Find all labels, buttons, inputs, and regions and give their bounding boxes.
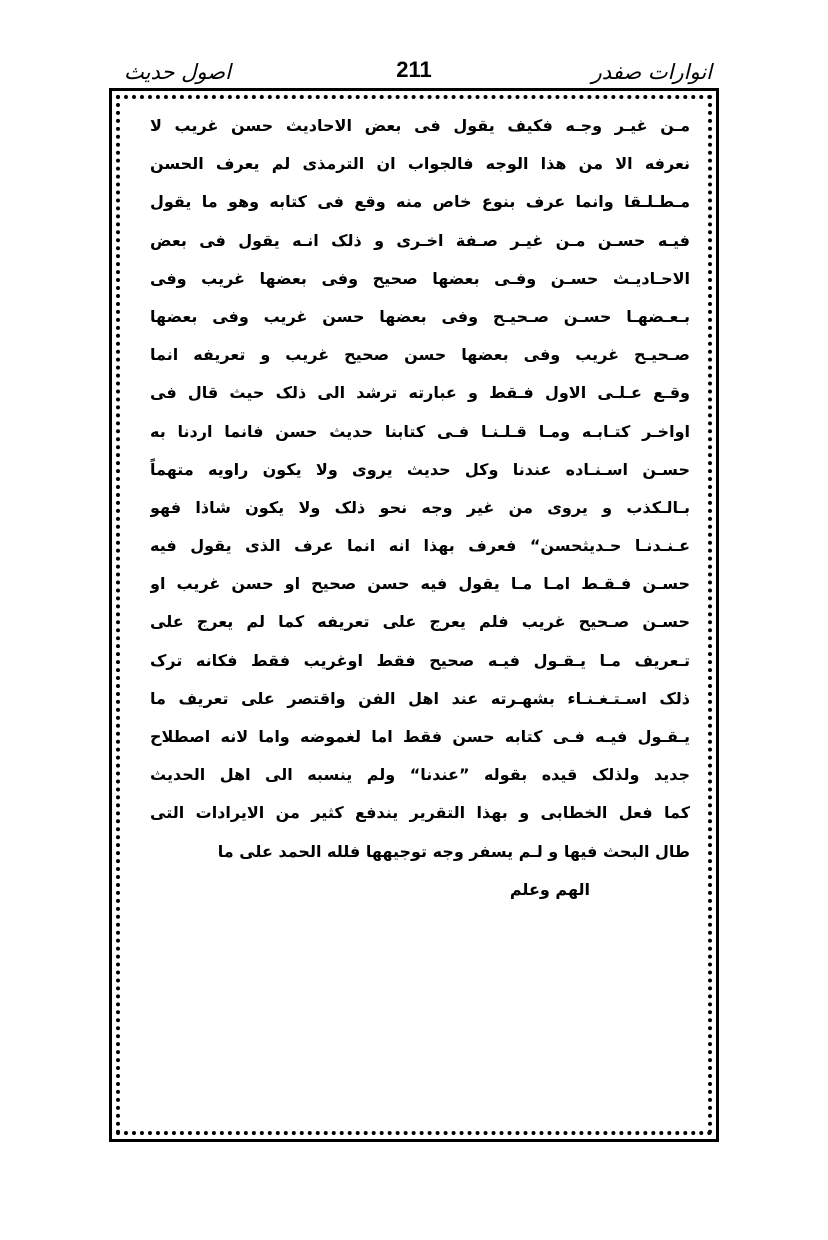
text-line: كما فعل الخطابى و بهذا التقرير يندفع كثير من الايرادات التى [150, 803, 690, 823]
text-line: صـحيـح غريب وفى بعضها حسن صحيح غريب و تعريفه انما [150, 345, 690, 365]
header-book-title: انوارات صفدر [591, 60, 712, 84]
text-line: يـقـول فيـه فـى كتابه حسن فقط اما لغموضه واما لانه اصطلاح [150, 727, 690, 746]
text-line: بـعـضهـا حسـن صـحيـح وفى بعضها حسن غريب وفى بعضها [150, 306, 690, 326]
text-line: بـالـكذب و يروى من غير وجه نحو ذلک ولا يكون شاذا فهو [150, 497, 690, 517]
page-number: 211 [396, 57, 432, 82]
text-line: حسـن اسـنـاده عندنا وكل حديث يروى ولا يكون راويه متهماً [150, 459, 690, 479]
text-line: مـن غيـر وجـه فكيف يقول فى بعض الاحاديث حسن غريب لا [150, 116, 690, 135]
text-line: عـنـدنـا حـديثحسن“ فعرف بهذا انه انما عرف الذى يقول فيه [150, 536, 690, 556]
header-section-title: اصول حدیث [124, 60, 231, 84]
text-line: تـعريف مـا يـقـول فيـه صحيح فقط اوغريب فقط فكانه ترک [150, 650, 690, 670]
text-line: نعرفه الا من هذا الوجه فالجواب ان الترمذى لم يعرف الحسن [150, 154, 690, 174]
body-text [150, 107, 690, 909]
text-line: حسـن صـحيح غريب فلم يعرج على تعريفه كما لم يعرج على [150, 612, 690, 632]
text-line: فيـه حسـن مـن غيـر صـفة اخـرى و ذلک انـه يقول فى بعض [150, 230, 690, 250]
text-line: حسـن فـقـط امـا مـا يقول فيه حسن صحيح او حسن غريب او [150, 574, 690, 594]
text-line: وقـع عـلـى الاول فـقط و عبارته ترشد الى ذلک حيث قال فى [150, 383, 690, 403]
text-line: جديد ولذلک قيده بقوله ”عندنا“ ولم ينسبه الى اهل الحديث [150, 765, 690, 785]
page-header [112, 52, 716, 92]
text-line: ذلک اسـتـغـنـاء بشهـرته عند اهل الفن واقتصر على تعريف ما [150, 688, 690, 708]
text-line: مـطـلـقا وانما عرف بنوع خاص منه وقع فى كتابه وهو ما يقول [150, 192, 690, 212]
text-line-final: الهم وعلم [509, 879, 590, 899]
text-line: اواخـر كتـابـه ومـا قـلـنـا فـى كتابنا حديث حسن فانما اردنا به [150, 421, 690, 441]
text-line: طال البحث فيها و لـم يسفر وجه توجيهها فلله الحمد على ما [217, 841, 690, 861]
text-line: الاحـاديـث حسـن وفـى بعضها صحيح وفى بعضها غريب وفى [150, 268, 690, 288]
